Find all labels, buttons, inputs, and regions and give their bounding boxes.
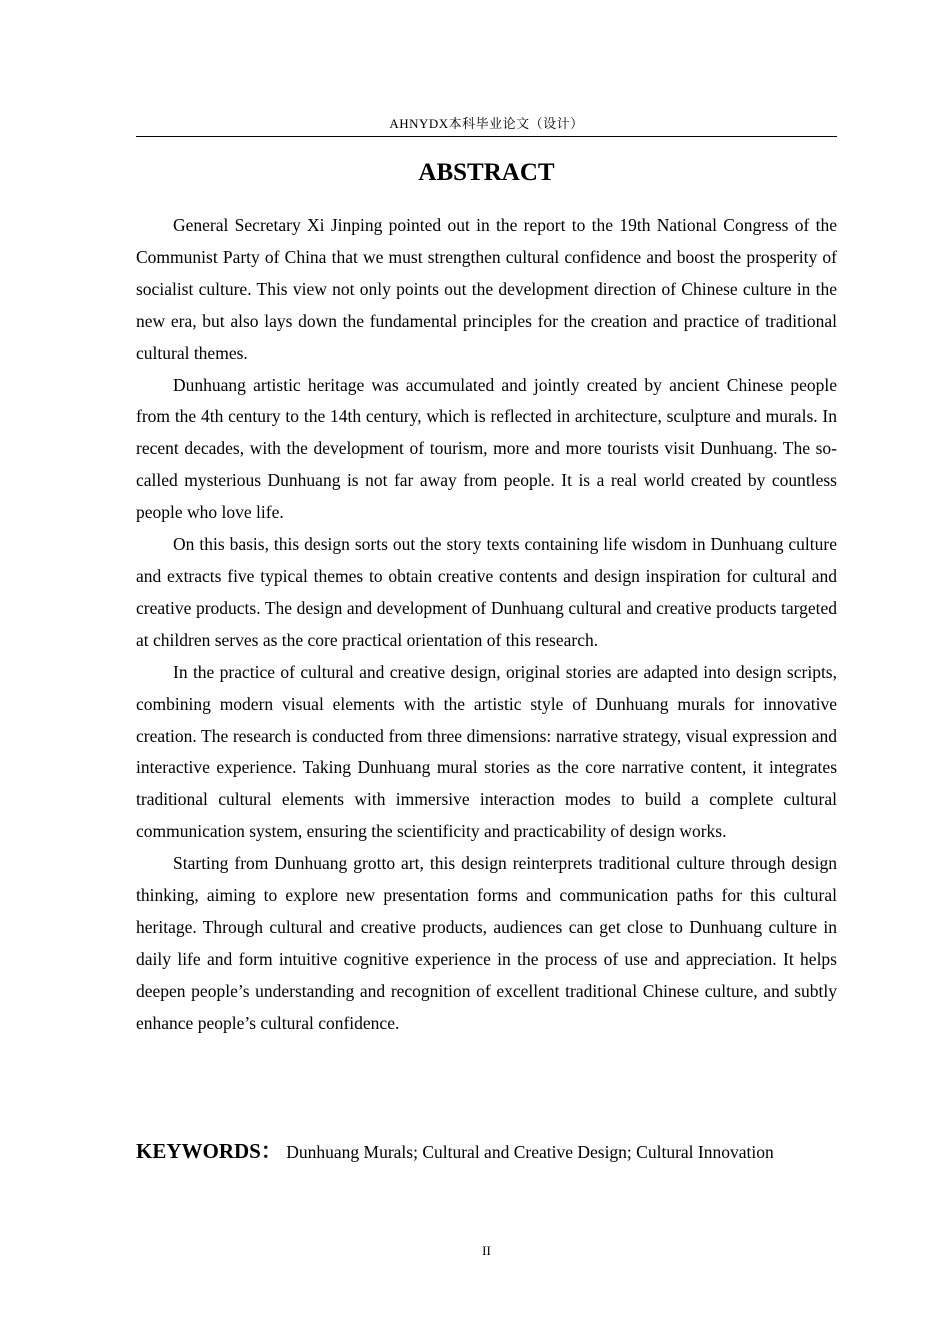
keywords-text: Dunhuang Murals; Cultural and Creative Design; Cultural Innovation xyxy=(286,1142,774,1162)
abstract-paragraph: Starting from Dunhuang grotto art, this design reinterprets traditional culture through design thinking, aiming to explore new presentation forms and communication paths for this cultural heritage. Through cultural and creative products, audiences can get close to Dunhuang culture in daily life and form intuitive cognitive experience in the process of use and appreciation. It helps deepen people’s understanding and recognition of excellent traditional Chinese culture, and subtly enhance people’s cultural confidence. xyxy=(136,853,837,1033)
abstract-paragraph: General Secretary Xi Jinping pointed out in the report to the 19th National Congress of the Communist Party of China that we must strengthen cultural confidence and boost the prosperity of socialist culture. This view not only points out the development direction of Chinese culture in the new era, but also lays down the fundamental principles for the creation and practice of traditional cultural themes. xyxy=(136,215,837,363)
abstract-paragraph: In the practice of cultural and creative design, original stories are adapted into design scripts, combining modern visual elements with the artistic style of Dunhuang murals for innovative creation. The research is conducted from three dimensions: narrative strategy, visual expression and interactive experience. Taking Dunhuang mural stories as the core narrative content, it integrates traditional cultural elements with immersive interaction modes to build a complete cultural communication system, ensuring the scientificity and practicability of design works. xyxy=(136,661,837,842)
abstract-paragraph: On this basis, this design sorts out the story texts containing life wisdom in Dunhuang culture and extracts five typical themes to obtain creative contents and design inspiration for cultural and creative products. The design and development of Dunhuang cultural and creative products targeted at children serves as the core practical orientation of this research. xyxy=(136,534,837,650)
running-header: AHNYDX本科毕业论文（设计） xyxy=(389,116,584,131)
abstract-title: ABSTRACT xyxy=(418,159,555,186)
page-number: II xyxy=(482,1243,491,1258)
abstract-body xyxy=(136,210,837,1040)
keywords-line xyxy=(136,1136,856,1167)
keywords-label: KEYWORDS： xyxy=(136,1139,282,1163)
header-rule xyxy=(136,136,837,137)
abstract-paragraph: Dunhuang artistic heritage was accumulated and jointly created by ancient Chinese people from the 4th century to the 14th century, which is reflected in architecture, sculpture and murals. In recent decades, with the development of tourism, more and more tourists visit Dunhuang. The so-called mysterious Dunhuang is not far away from people. It is a real world created by countless people who love life. xyxy=(136,374,837,523)
